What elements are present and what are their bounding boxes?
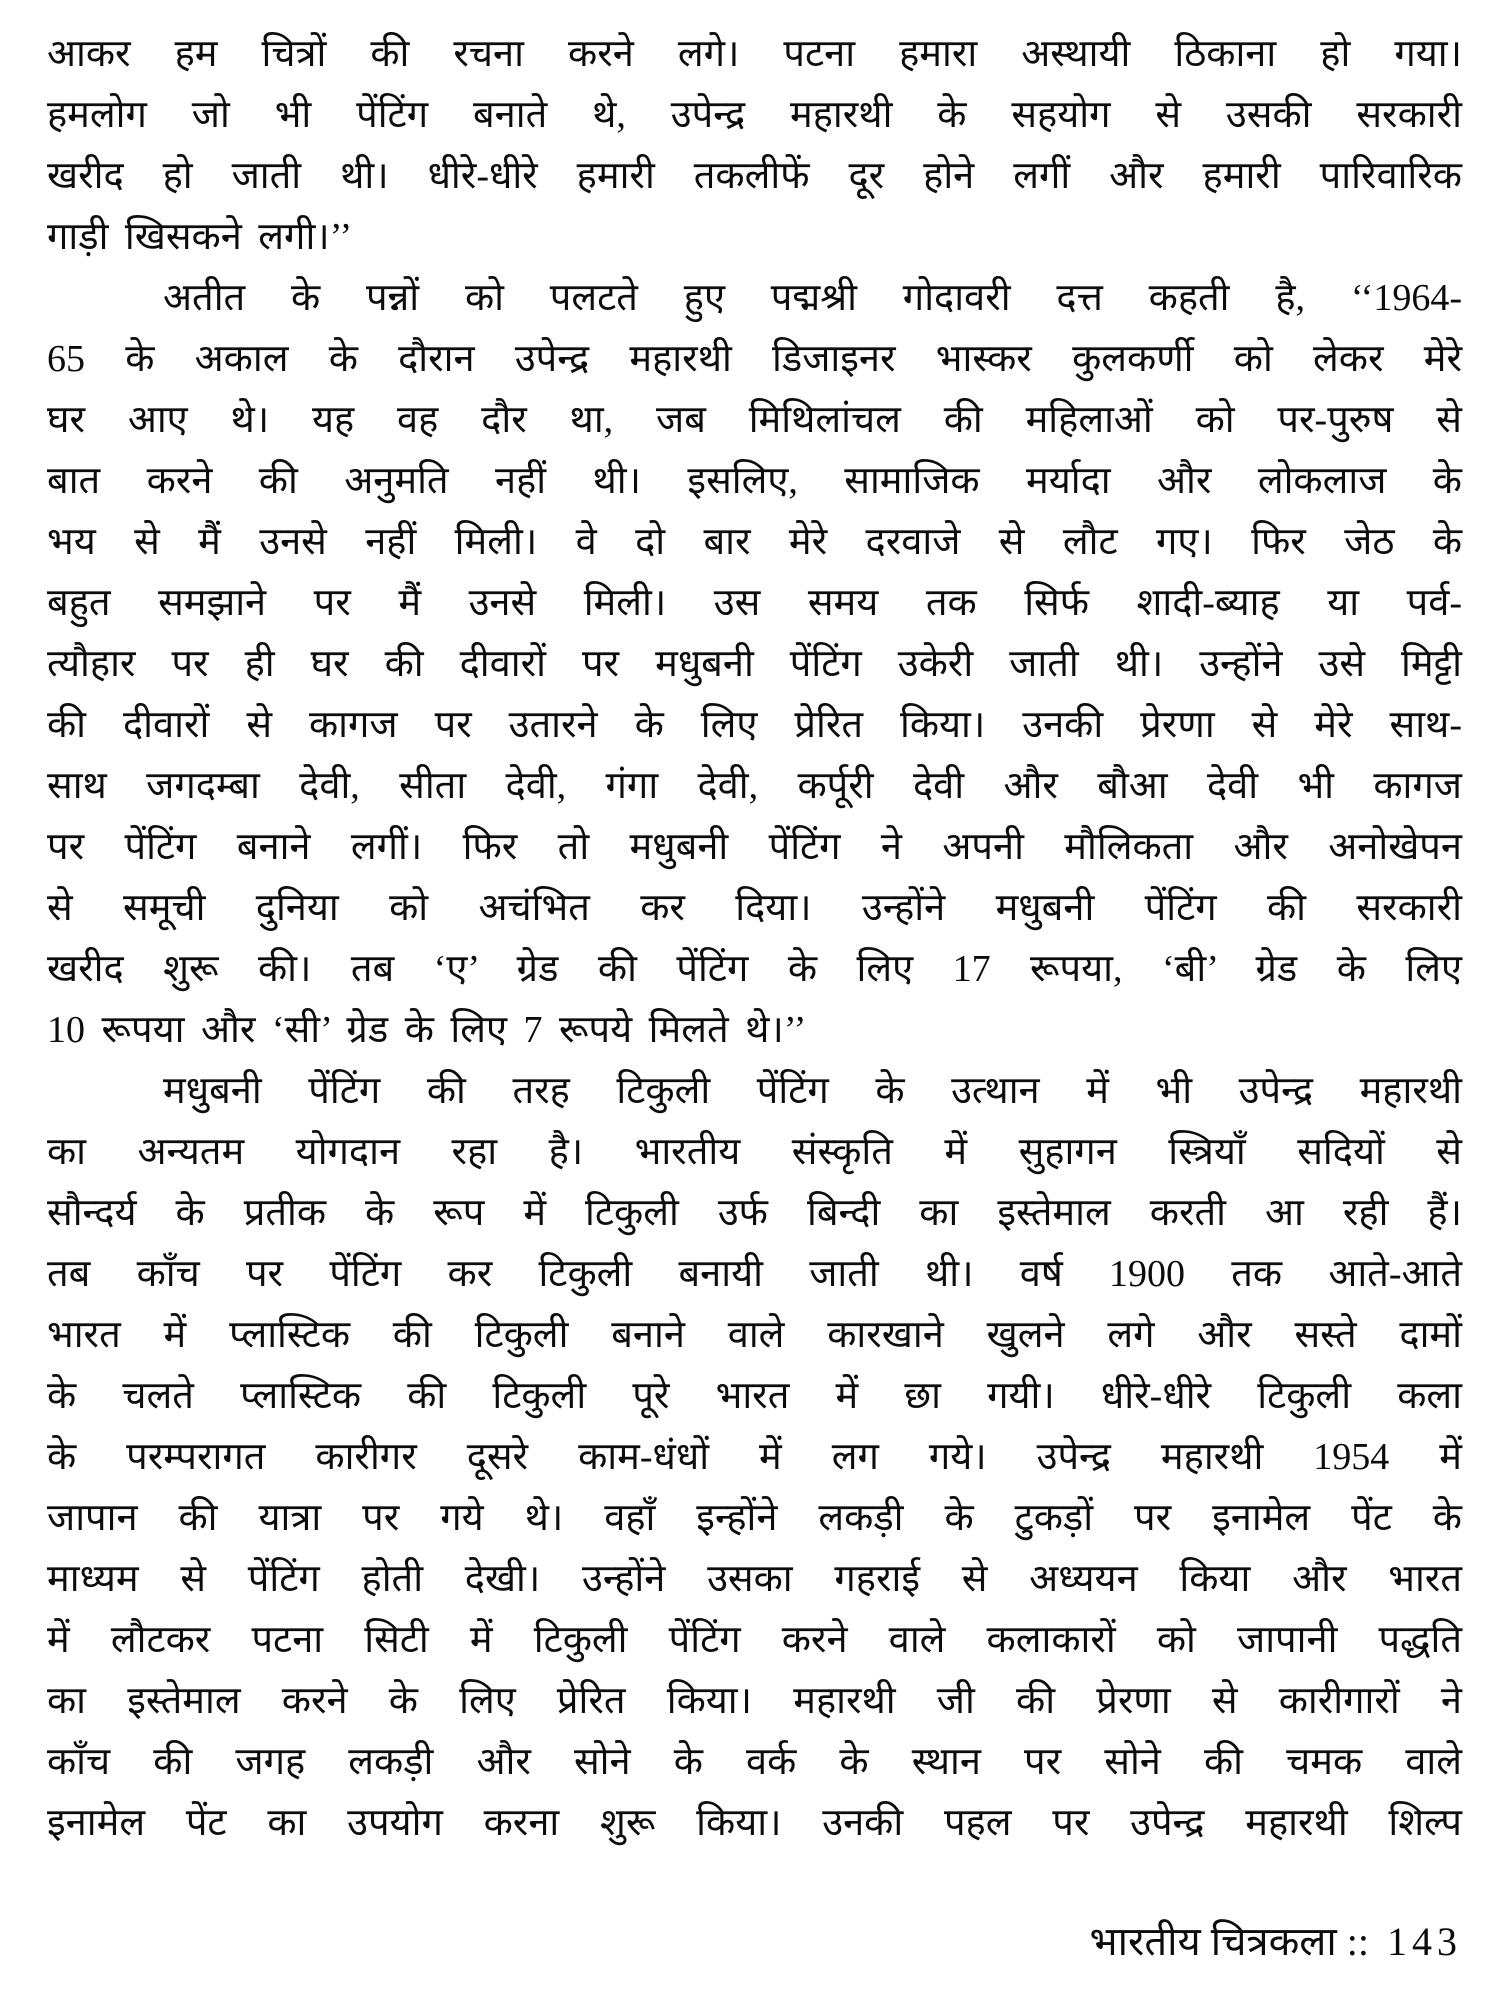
text-line: त्यौहार पर ही घर की दीवारों पर मधुबनी पेंटिंग उकेरी जाती थी। उन्होंने उसे मिट्टी [47,643,1462,685]
text-line: का अन्यतम योगदान रहा है। भारतीय संस्कृति में सुहागन स्त्रियाँ सदियों से [47,1131,1462,1173]
text-line: पर पेंटिंग बनाने लगीं। फिर तो मधुबनी पेंटिंग ने अपनी मौलिकता और अनोखेपन [47,826,1462,868]
page-footer [1090,1918,1462,1966]
text-line: तब काँच पर पेंटिंग कर टिकुली बनायी जाती थी। वर्ष 1900 तक आते-आते [47,1253,1462,1295]
text-line: आकर हम चित्रों की रचना करने लगे। पटना हमारा अस्थायी ठिकाना हो गया। [47,33,1462,75]
text-line: काँच की जगह लकड़ी और सोने के वर्क के स्थान पर सोने की चमक वाले [47,1741,1462,1783]
text-line: खरीद शुरू की। तब ‘ए’ ग्रेड की पेंटिंग के लिए 17 रूपया, ‘बी’ ग्रेड के लिए [47,948,1462,990]
page-number: 143 [1387,1919,1462,1964]
text-line: अतीत के पन्नों को पलटते हुए पद्मश्री गोदावरी दत्त कहती है, ‘‘1964- [163,277,1462,319]
text-line: मधुबनी पेंटिंग की तरह टिकुली पेंटिंग के उत्थान में भी उपेन्द्र महारथी [163,1070,1462,1112]
page-text [47,24,1462,1854]
text-line: माध्यम से पेंटिंग होती देखी। उन्होंने उसका गहराई से अध्ययन किया और भारत [47,1558,1462,1600]
text-line: खरीद हो जाती थी। धीरे-धीरे हमारी तकलीफें दूर होने लगीं और हमारी पारिवारिक [47,155,1462,197]
text-line: घर आए थे। यह वह दौर था, जब मिथिलांचल की महिलाओं को पर-पुरुष से [47,399,1462,441]
text-line: 65 के अकाल के दौरान उपेन्द्र महारथी डिजाइनर भास्कर कुलकर्णी को लेकर मेरे [47,338,1462,380]
text-line: गाड़ी खिसकने लगी।’’ [47,216,353,258]
text-line: बहुत समझाने पर मैं उनसे मिली। उस समय तक सिर्फ शादी-ब्याह या पर्व- [47,582,1462,624]
text-line: के चलते प्लास्टिक की टिकुली पूरे भारत में छा गयी। धीरे-धीरे टिकुली कला [47,1375,1462,1417]
text-line: भारत में प्लास्टिक की टिकुली बनाने वाले कारखाने खुलने लगे और सस्ते दामों [47,1314,1462,1356]
text-line: की दीवारों से कागज पर उतारने के लिए प्रेरित किया। उनकी प्रेरणा से मेरे साथ- [47,704,1462,746]
text-line: साथ जगदम्बा देवी, सीता देवी, गंगा देवी, कर्पूरी देवी और बौआ देवी भी कागज [47,765,1462,807]
text-line: बात करने की अनुमति नहीं थी। इसलिए, सामाजिक मर्यादा और लोकलाज के [47,460,1462,502]
footer-caption: भारतीय चित्रकला :: [1089,1919,1369,1964]
text-line: के परम्परागत कारीगर दूसरे काम-धंधों में लग गये। उपेन्द्र महारथी 1954 में [47,1436,1462,1478]
text-line: सौन्दर्य के प्रतीक के रूप में टिकुली उर्फ बिन्दी का इस्तेमाल करती आ रही हैं। [47,1192,1462,1234]
text-line: से समूची दुनिया को अचंभित कर दिया। उन्होंने मधुबनी पेंटिंग की सरकारी [47,887,1462,929]
text-line: 10 रूपया और ‘सी’ ग्रेड के लिए 7 रूपये मिलते थे।’’ [47,1009,807,1051]
text-line: जापान की यात्रा पर गये थे। वहाँ इन्होंने लकड़ी के टुकड़ों पर इनामेल पेंट के [47,1497,1462,1539]
text-line: भय से मैं उनसे नहीं मिली। वे दो बार मेरे दरवाजे से लौट गए। फिर जेठ के [47,521,1462,563]
text-line: हमलोग जो भी पेंटिंग बनाते थे, उपेन्द्र महारथी के सहयोग से उसकी सरकारी [47,94,1462,136]
text-line: का इस्तेमाल करने के लिए प्रेरित किया। महारथी जी की प्रेरणा से कारीगारों ने [47,1680,1462,1722]
text-line: में लौटकर पटना सिटी में टिकुली पेंटिंग करने वाले कलाकारों को जापानी पद्धति [47,1619,1462,1661]
text-line: इनामेल पेंट का उपयोग करना शुरू किया। उनकी पहल पर उपेन्द्र महारथी शिल्प [47,1802,1462,1844]
